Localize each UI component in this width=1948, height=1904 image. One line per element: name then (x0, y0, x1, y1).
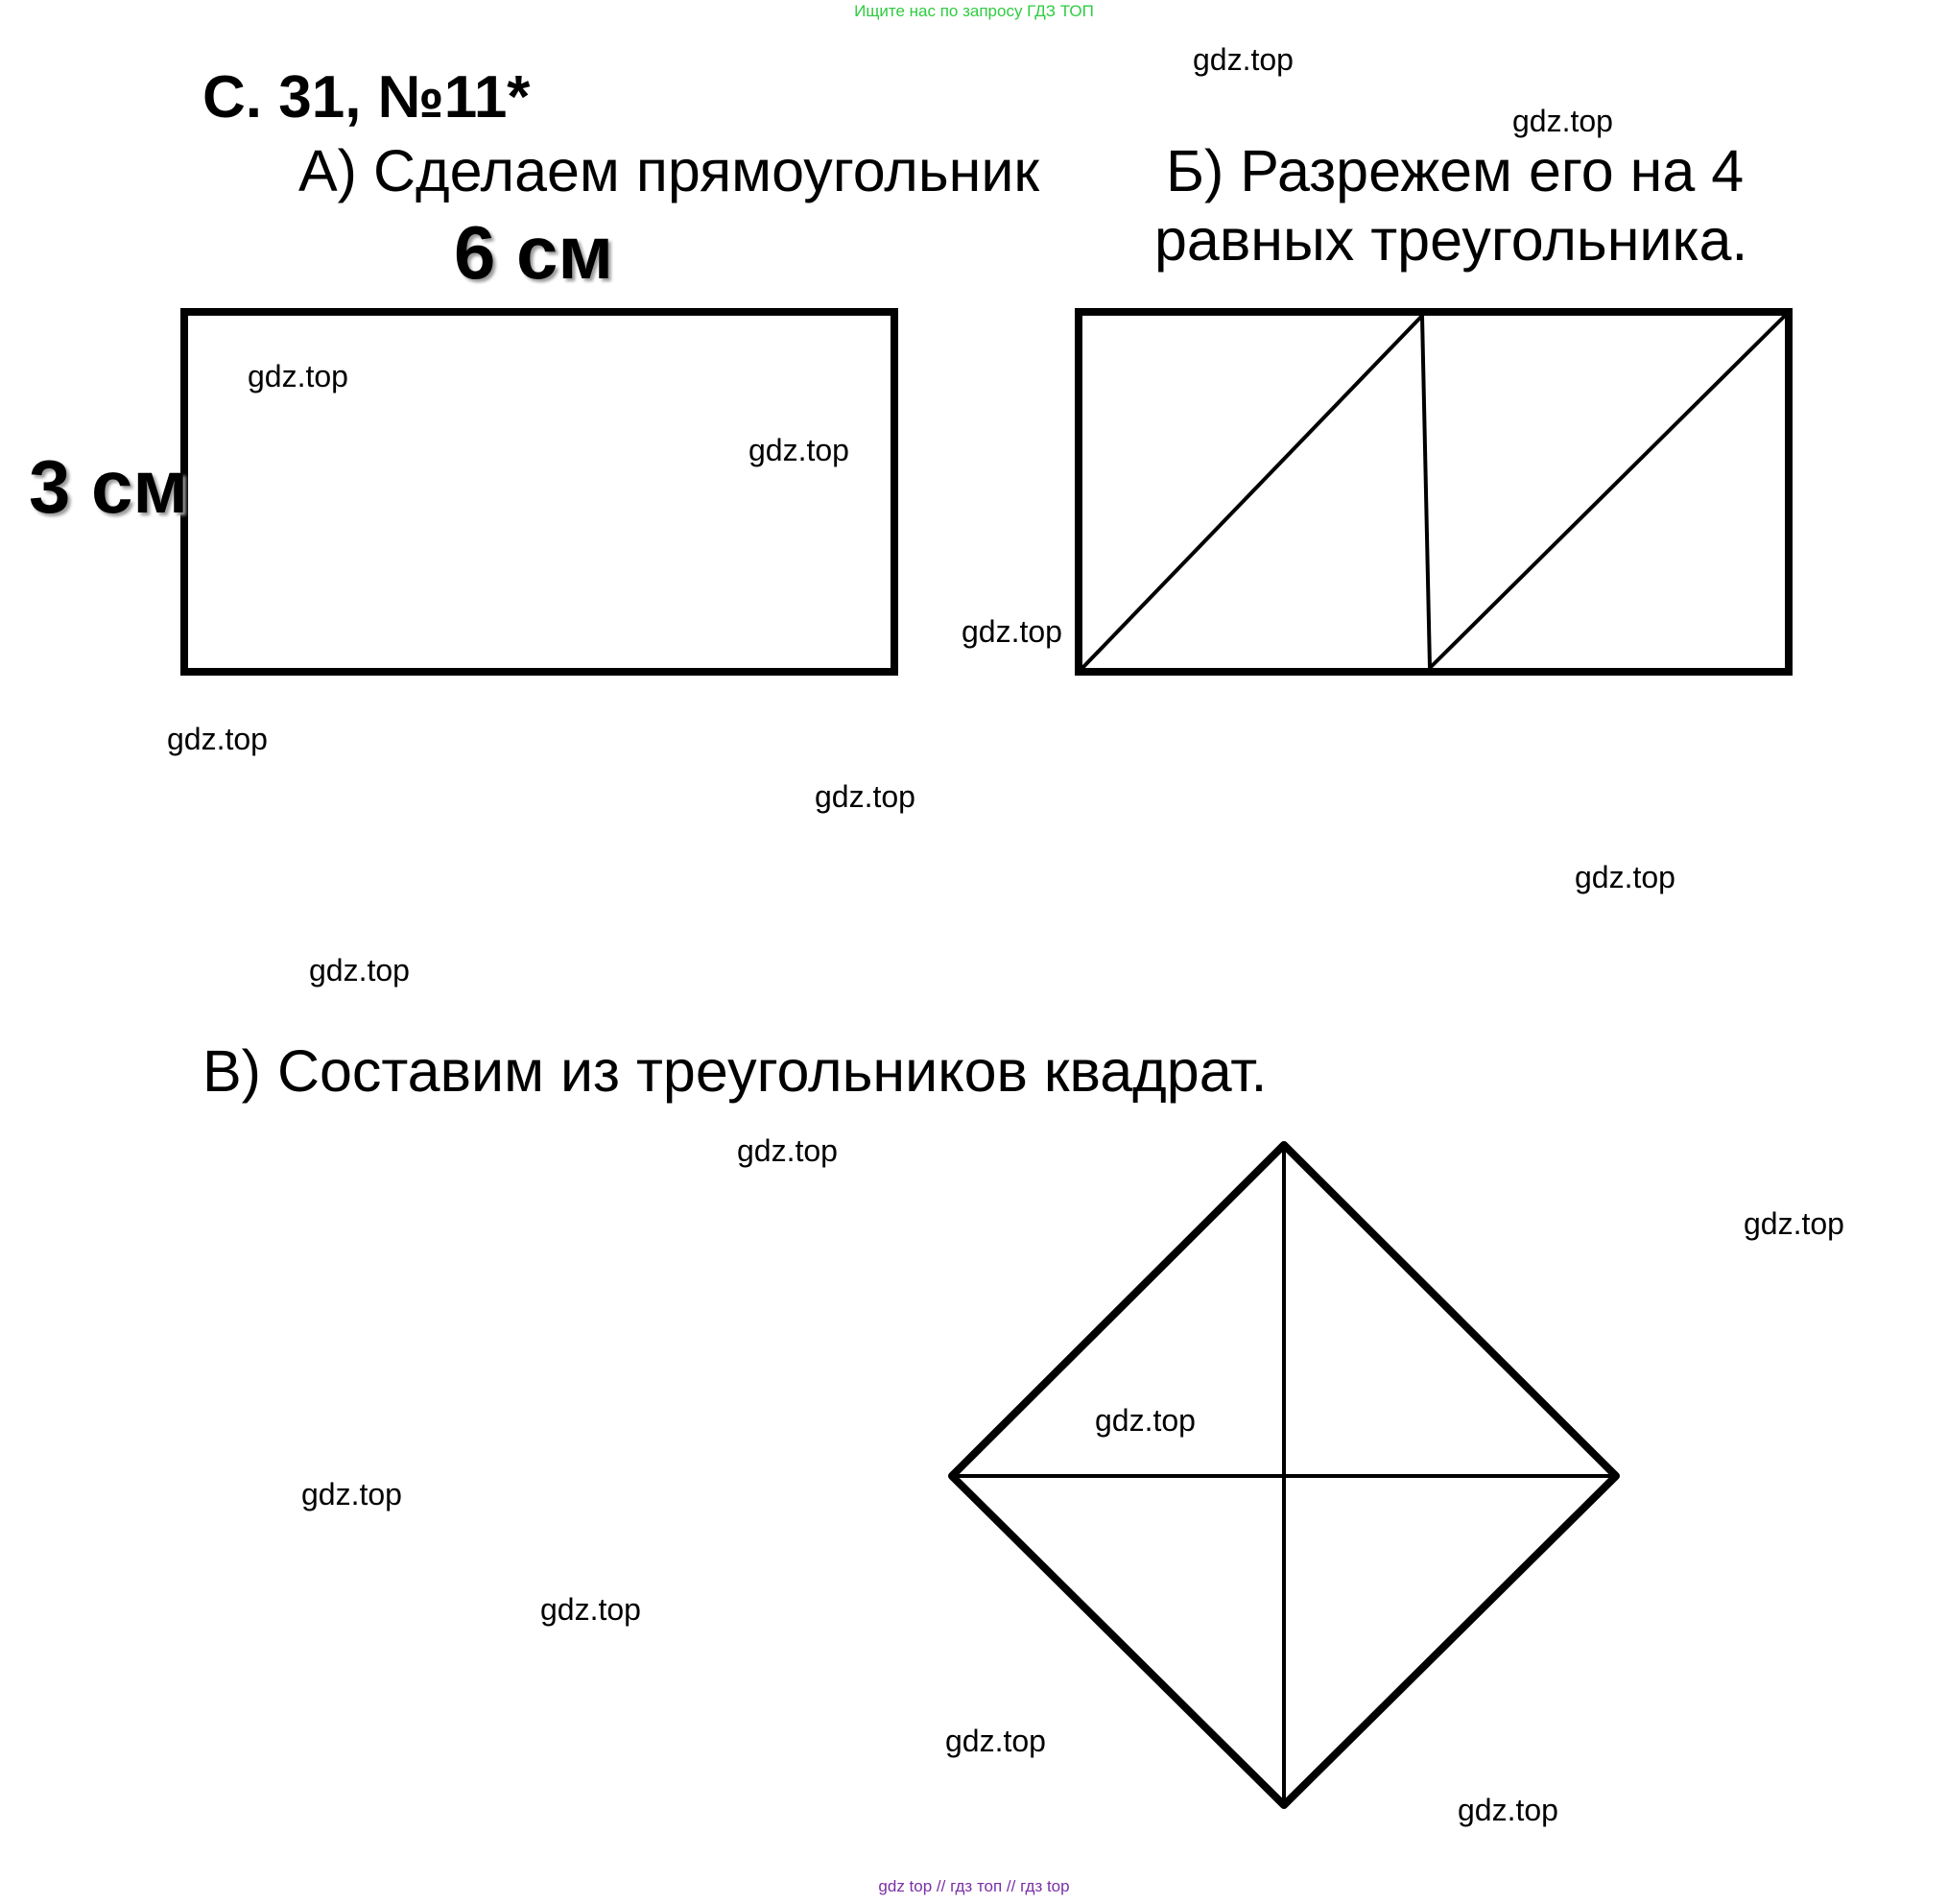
watermark: gdz.top (309, 953, 410, 988)
watermark: gdz.top (815, 779, 915, 814)
cut-line-diagonal-left (1082, 316, 1422, 668)
watermark: gdz.top (167, 722, 268, 756)
watermark: gdz.top (1575, 860, 1675, 894)
rectangle-width-label: 6 см (454, 210, 614, 295)
watermark: gdz.top (737, 1133, 838, 1168)
watermark: gdz.top (1512, 104, 1613, 138)
watermark: gdz.top (1193, 42, 1294, 77)
watermark: gdz.top (748, 433, 849, 467)
page-reference: С. 31, №11* (202, 64, 531, 131)
step-b-text-line2: равных треугольника. (1154, 207, 1748, 273)
watermark: gdz.top (540, 1592, 641, 1627)
watermark: gdz.top (248, 359, 348, 393)
step-c-text: В) Составим из треугольников квадрат. (202, 1038, 1268, 1104)
watermark: gdz.top (1095, 1403, 1196, 1438)
cut-line-diagonal-right (1430, 316, 1785, 668)
watermark: gdz.top (1744, 1206, 1844, 1241)
watermark: gdz.top (945, 1724, 1046, 1758)
rectangle-height-label: 3 см (29, 444, 189, 529)
rectangle-cut (1079, 312, 1789, 672)
watermark: gdz.top (962, 614, 1062, 649)
cut-line-vertical (1422, 316, 1430, 668)
top-banner: Ищите нас по запросу ГДЗ ТОП (854, 2, 1094, 20)
step-b-text-line1: Б) Разрежем его на 4 (1166, 138, 1745, 203)
bottom-banner: gdz top // гдз топ // гдз top (878, 1877, 1070, 1895)
step-a-text: А) Сделаем прямоугольник (298, 138, 1040, 203)
watermark: gdz.top (301, 1477, 402, 1511)
watermark: gdz.top (1458, 1793, 1558, 1827)
